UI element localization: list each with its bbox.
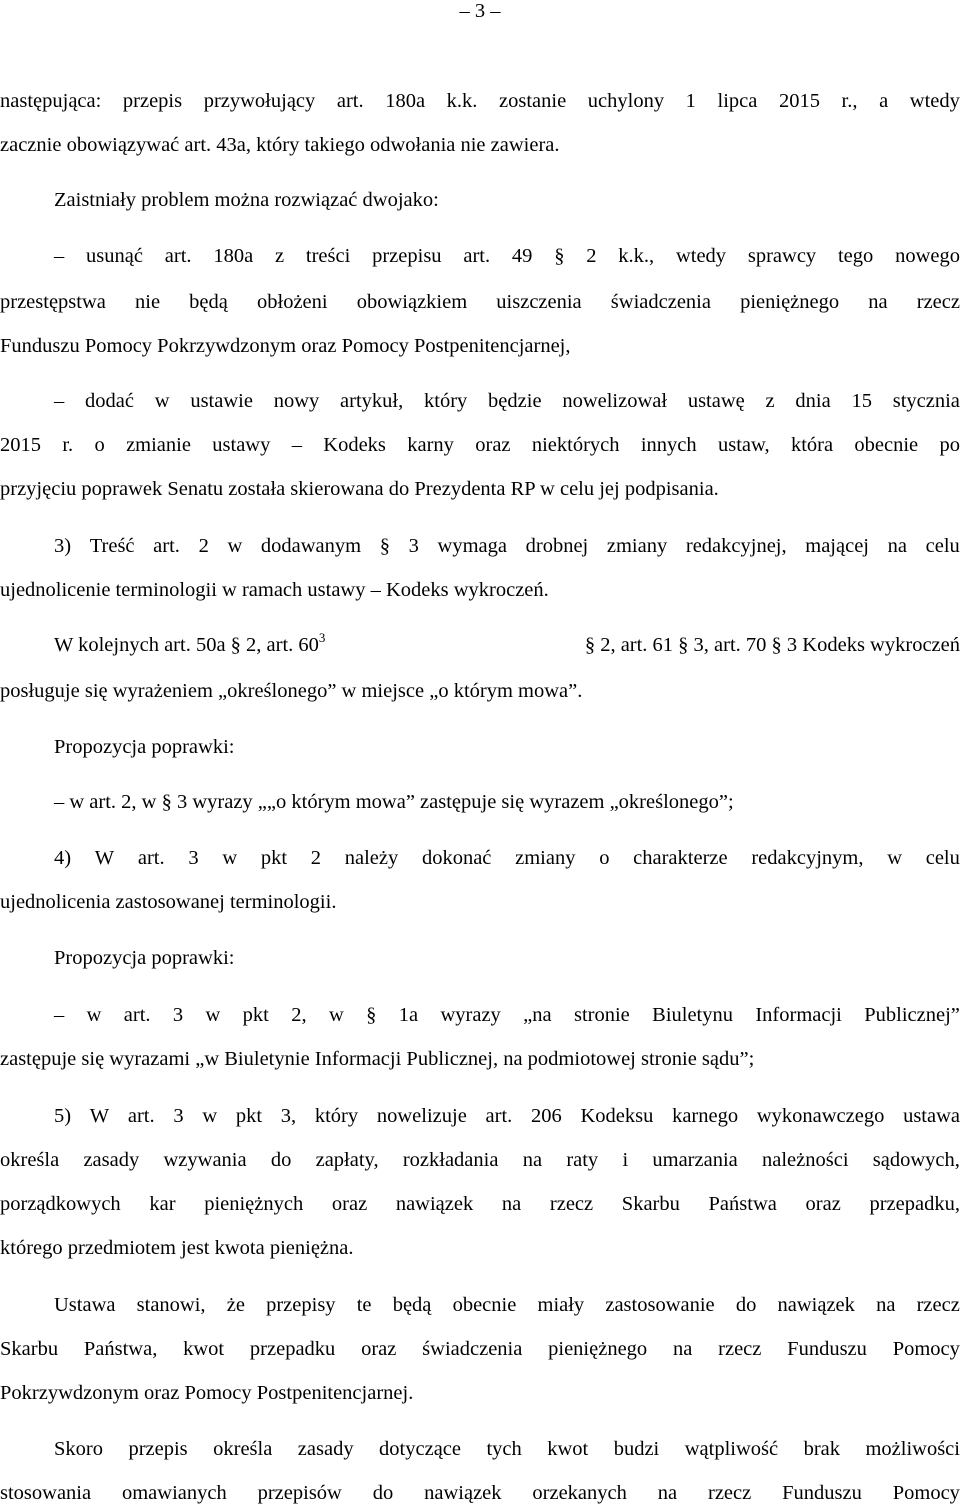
word: pkt (242, 1004, 269, 1026)
word: na (672, 1338, 693, 1360)
word: sądowych, (872, 1149, 960, 1171)
word: r. (62, 434, 74, 456)
word: przepisy (266, 1294, 336, 1316)
word: stycznia (892, 390, 960, 412)
word: § (379, 535, 390, 557)
word: wtedy (675, 245, 727, 267)
word: Pomocy (892, 1338, 960, 1360)
word: 2 (586, 245, 597, 267)
text-line (54, 1290, 960, 1320)
word: na (876, 1294, 896, 1316)
word: następująca: (0, 90, 102, 112)
word: kar (149, 1193, 176, 1215)
word: w (328, 1004, 344, 1026)
text-line (54, 1101, 960, 1131)
text-line (54, 1434, 960, 1464)
word: zmiany (606, 535, 668, 557)
word: rzecz (916, 291, 960, 313)
word: o (94, 434, 105, 456)
text-line: zacznie obowiązywać art. 43a, który takiego odwołania nie zawiera. (0, 134, 560, 156)
word: pieniężnego (740, 291, 840, 313)
text-line (0, 1478, 960, 1508)
text-line (0, 1189, 960, 1219)
word: § (554, 245, 565, 267)
word: rzecz (549, 1193, 594, 1215)
text-line: Propozycja poprawki: (54, 736, 235, 758)
word: świadczenia (610, 291, 711, 313)
word: innych (640, 434, 697, 456)
word: tego (837, 245, 874, 267)
word: 3) (54, 535, 72, 557)
word: ustawę (687, 390, 745, 412)
word: o (599, 847, 610, 869)
word: który (314, 1105, 359, 1127)
word: Skarbu (0, 1338, 59, 1360)
word: przepadku, (869, 1193, 960, 1215)
word: w (86, 1004, 102, 1026)
word: na (868, 291, 888, 313)
word: 206 (531, 1105, 562, 1127)
word: wykonawczego (756, 1105, 885, 1127)
word: zasady (83, 1149, 140, 1171)
text-line: zastępuje się wyrazami „w Biuletynie Informacji Publicznej, na podmiotowej stronie sądu”; (0, 1048, 755, 1070)
word: rozkładania (402, 1149, 499, 1171)
text-line (0, 1334, 960, 1364)
word: która (790, 434, 834, 456)
word: 3 (188, 847, 199, 869)
text-line: Zaistniały problem można rozwiązać dwojako: (54, 189, 439, 211)
word: kwot (183, 1338, 225, 1360)
text-line: Pokrzywdzonym oraz Pomocy Postpenitencjarnej. (0, 1382, 414, 1404)
text-line (0, 287, 960, 317)
word: Państwa, (83, 1338, 158, 1360)
text-segment: § 2, art. 61 § 3, art. 70 § 3 Kodeks wykroczeń (584, 634, 960, 656)
word: oraz (475, 434, 511, 456)
word: lipca (717, 90, 758, 112)
word: 2 (310, 847, 322, 869)
word: k.k. (446, 90, 478, 112)
word: celu (925, 535, 960, 557)
word: Biuletynu (652, 1004, 733, 1026)
word: w (202, 1105, 218, 1127)
word: że (226, 1294, 245, 1316)
word: 3, (280, 1105, 297, 1127)
word: miały (537, 1294, 585, 1316)
word: wzywania (163, 1149, 247, 1171)
word: r., (841, 90, 858, 112)
word: uchylony (587, 90, 665, 112)
text-line: Funduszu Pomocy Pokrzywdzonym oraz Pomocy Postpenitencjarnej, (0, 335, 571, 357)
word: w (154, 390, 170, 412)
word: który (424, 390, 468, 412)
word: art. (127, 1105, 155, 1127)
word: § (366, 1004, 377, 1026)
word: 180a (213, 245, 254, 267)
word: mającej (805, 535, 869, 557)
word: raty (566, 1149, 599, 1171)
word: zasady (297, 1438, 354, 1460)
word: budzi (613, 1438, 660, 1460)
list-item: – w art. 2, w § 3 wyrazy „„o którym mowa” zastępuje się wyrazem „określonego”; (54, 791, 734, 813)
word: przepisów (257, 1482, 342, 1504)
word: pieniężnych (204, 1193, 304, 1215)
word: w (227, 535, 243, 557)
word: art. (463, 245, 491, 267)
word: dodawanym (260, 535, 362, 557)
word: będą (392, 1294, 432, 1316)
word: karny (407, 434, 454, 456)
word: oraz (361, 1338, 397, 1360)
word: drobnej (525, 535, 589, 557)
word: w (222, 847, 238, 869)
word: 15 (851, 390, 872, 412)
word: zapłaty, (315, 1149, 379, 1171)
word: 2015 (778, 90, 820, 112)
word: porządkowych (0, 1193, 121, 1215)
word: dotyczące (379, 1438, 461, 1460)
word: ustawy (212, 434, 271, 456)
word: określa (0, 1149, 60, 1171)
word: art. (137, 847, 165, 869)
word: 3 (173, 1105, 184, 1127)
word: kwot (547, 1438, 589, 1460)
text-line (54, 843, 960, 873)
word: a (879, 90, 889, 112)
word: pkt (260, 847, 288, 869)
word: 3 (408, 535, 419, 557)
word: pkt (235, 1105, 263, 1127)
word: świadczenia (422, 1338, 523, 1360)
text-segment: W kolejnych art. 50a § 2, art. $60^3$ (54, 630, 326, 656)
text-line (0, 430, 960, 460)
word: w (887, 847, 902, 869)
word: zostanie (499, 90, 567, 112)
word: rzecz (718, 1338, 762, 1360)
word: należy (344, 847, 399, 869)
word: przepisu (372, 245, 442, 267)
word: 1 (685, 90, 696, 112)
text-line: którego przedmiotem jest kwota pieniężna. (0, 1237, 354, 1259)
word: Skoro (54, 1438, 103, 1460)
word: uiszczenia (496, 291, 582, 313)
word: rzecz (916, 1294, 960, 1316)
word: Treść (89, 535, 135, 557)
word: – (54, 245, 65, 267)
text-line: Propozycja poprawki: (54, 947, 235, 969)
word: omawianych (121, 1482, 227, 1504)
word: wtedy (909, 90, 960, 112)
word: na (501, 1193, 522, 1215)
text-line (0, 1145, 960, 1175)
word: usunąć (86, 245, 143, 267)
word: zastosowanie (605, 1294, 715, 1316)
word: dnia (795, 390, 831, 412)
word: W (89, 1105, 110, 1127)
word: na (522, 1149, 543, 1171)
word: możliwości (865, 1438, 960, 1460)
word: będą (189, 291, 228, 313)
word: art. (123, 1004, 151, 1026)
word: nowelizuje (376, 1105, 467, 1127)
word: nowego (895, 245, 960, 267)
word: będzie (488, 390, 542, 412)
word: należności (762, 1149, 849, 1171)
word: Funduszu (782, 1482, 862, 1504)
word: obowiązkiem (356, 291, 468, 313)
word: obłożeni (257, 291, 328, 313)
word: 5) (54, 1105, 72, 1127)
word: Ustawa (54, 1294, 116, 1316)
word: obecnie (854, 434, 919, 456)
word: do (735, 1294, 757, 1316)
word: celu (925, 847, 960, 869)
word: k.k., (618, 245, 655, 267)
word: Funduszu (787, 1338, 867, 1360)
word: z (765, 390, 775, 412)
word: sprawcy (747, 245, 817, 267)
superscript: 3 (318, 630, 326, 646)
word: z (274, 245, 285, 267)
list-item (54, 1000, 960, 1030)
word: Państwa (708, 1193, 777, 1215)
word: nawiązek (777, 1294, 855, 1316)
word: oraz (331, 1193, 368, 1215)
word: zmianie (126, 434, 191, 456)
word: przestępstwa (0, 291, 106, 313)
word: nowy (273, 390, 320, 412)
word: stanowi, (136, 1294, 206, 1316)
word: ustaw, (717, 434, 770, 456)
word: nawiązek (424, 1482, 502, 1504)
word: W (94, 847, 115, 869)
word: karnego (672, 1105, 739, 1127)
word: obecnie (452, 1294, 517, 1316)
word: niektórych (531, 434, 620, 456)
word: tych (486, 1438, 522, 1460)
word: – (54, 1004, 65, 1026)
text-line (54, 531, 960, 561)
word: 2 (198, 535, 209, 557)
word: te (356, 1294, 372, 1316)
word: Kodeks (323, 434, 386, 456)
word: orzekanych (532, 1482, 627, 1504)
word: Kodeksu (580, 1105, 654, 1127)
word: wyrazy (440, 1004, 501, 1026)
word: stosowania (0, 1482, 92, 1504)
word: 2015 (0, 434, 41, 456)
list-item (54, 241, 960, 271)
word: 49 (511, 245, 533, 267)
word: redakcyjnej, (685, 535, 787, 557)
word: wymaga (437, 535, 507, 557)
word: treści (305, 245, 351, 267)
text-line: ujednolicenie terminologii w ramach ustawy – Kodeks wykroczeń. (0, 579, 549, 601)
word: do (372, 1482, 394, 1504)
text-line (54, 630, 960, 660)
word: zmiany (515, 847, 576, 869)
word: ustawa (903, 1105, 960, 1127)
word: – (54, 390, 65, 412)
word: na (657, 1482, 678, 1504)
word: redakcyjnym, (751, 847, 864, 869)
word: do (270, 1149, 292, 1171)
word: i (622, 1149, 629, 1171)
word: 2, (291, 1004, 307, 1026)
word: rzecz (708, 1482, 752, 1504)
word: artykuł, (340, 390, 404, 412)
text-line (0, 86, 960, 116)
list-item (54, 386, 960, 416)
word: ustawie (190, 390, 253, 412)
word: nie (135, 291, 161, 313)
word: nawiązek (395, 1193, 474, 1215)
word: umarzania (652, 1149, 738, 1171)
word: nowelizował (562, 390, 668, 412)
word: 180a (385, 90, 426, 112)
word: na (887, 535, 907, 557)
word: przepis (122, 90, 183, 112)
word: art. (153, 535, 180, 557)
word: w (205, 1004, 221, 1026)
word: wątpliwość (684, 1438, 779, 1460)
word: przepis (128, 1438, 188, 1460)
word: art. (336, 90, 364, 112)
text-line: przyjęciu poprawek Senatu została skierowana do Prezydenta RP w celu jej podpisania. (0, 478, 719, 500)
text-line: ujednolicenia zastosowanej terminologii. (0, 891, 337, 913)
word: Pomocy (892, 1482, 960, 1504)
word: Informacji (755, 1004, 842, 1026)
word: Publicznej” (864, 1004, 960, 1026)
word: pieniężnego (548, 1338, 648, 1360)
word: oraz (805, 1193, 841, 1215)
word: art. (485, 1105, 513, 1127)
word: przywołujący (203, 90, 316, 112)
text-line: posługuje się wyrażeniem „określonego” w miejsce „o którym mowa”. (0, 680, 583, 702)
page-number: – 3 – (459, 0, 501, 22)
word: Skarbu (621, 1193, 680, 1215)
word: 3 (172, 1004, 184, 1026)
word: art. (164, 245, 192, 267)
word: dodać (85, 390, 134, 412)
word: dokonać (421, 847, 492, 869)
word: charakterze (633, 847, 728, 869)
word: brak (803, 1438, 840, 1460)
word: stronie (573, 1004, 630, 1026)
word: – (291, 434, 302, 456)
word: po (939, 434, 960, 456)
word: określa (213, 1438, 273, 1460)
word: „na (523, 1004, 552, 1026)
word: 4) (54, 847, 72, 869)
word: 1a (398, 1004, 419, 1026)
word: przepadku (249, 1338, 336, 1360)
